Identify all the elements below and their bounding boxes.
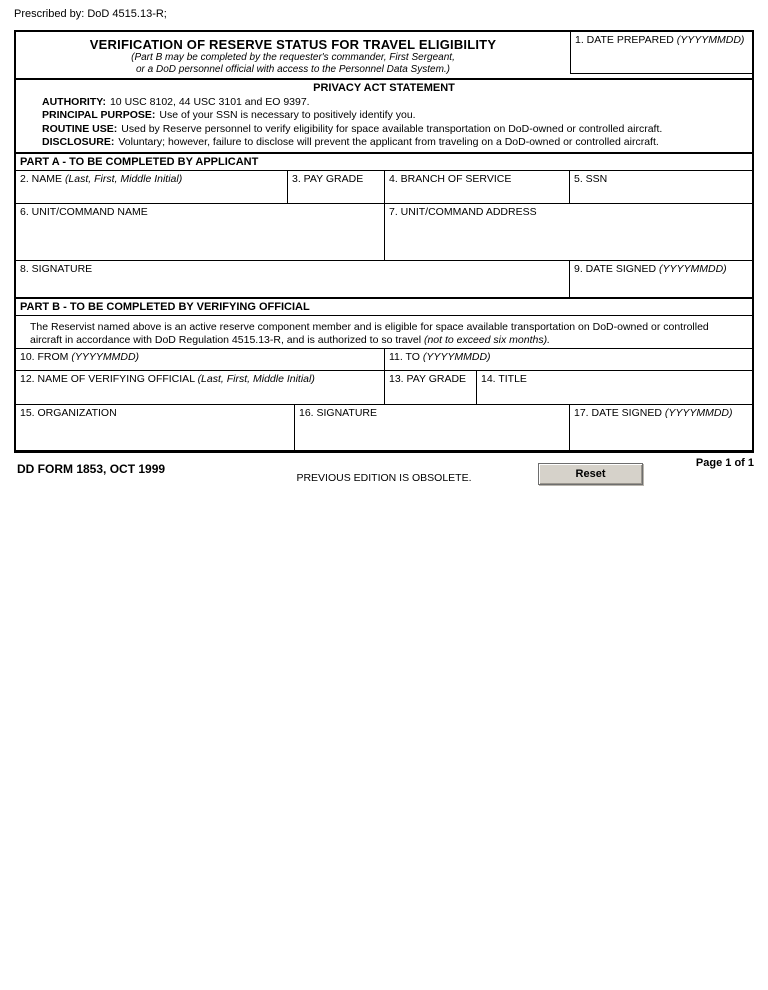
privacy-disclosure-line (42, 136, 752, 149)
privacy-routine-use-line (42, 123, 752, 136)
field-10-from-hint: (YYYYMMDD) (71, 351, 140, 363)
field-13-pay-grade[interactable] (385, 371, 477, 404)
field-7-unit-command-address-label: 7. UNIT/COMMAND ADDRESS (389, 206, 537, 218)
privacy-act-section (16, 80, 752, 154)
part-b-row-1 (16, 349, 752, 371)
field-3-pay-grade[interactable] (288, 171, 385, 203)
field-3-pay-grade-label: 3. PAY GRADE (292, 173, 364, 185)
field-17-date-signed-label: 17. DATE SIGNED (574, 407, 662, 419)
part-a-header: PART A - TO BE COMPLETED BY APPLICANT (16, 154, 752, 171)
date-prepared-field[interactable] (570, 32, 752, 74)
field-12-verifying-official-label: 12. NAME OF VERIFYING OFFICIAL (20, 373, 195, 385)
privacy-act-title: PRIVACY ACT STATEMENT (313, 82, 455, 94)
privacy-act-items (16, 95, 752, 150)
field-5-ssn-label: 5. SSN (574, 173, 608, 185)
field-2-name-hint: (Last, First, Middle Initial) (64, 173, 183, 185)
field-6-unit-command-name-label: 6. UNIT/COMMAND NAME (20, 206, 148, 218)
privacy-disclosure-label: DISCLOSURE: (42, 136, 115, 149)
field-16-signature[interactable] (295, 405, 570, 450)
privacy-principal-purpose-text: Use of your SSN is necessary to positively identify you. (159, 109, 416, 122)
page-indicator: Page 1 of 1 (695, 457, 754, 469)
privacy-authority-text: 10 USC 8102, 44 USC 3101 and EO 9397. (109, 96, 310, 108)
form-subtitle-line1: (Part B may be completed by the requester's commander, First Sergeant, (131, 52, 455, 63)
part-a-row-1 (16, 171, 752, 204)
field-17-date-signed[interactable] (570, 405, 752, 450)
field-15-organization[interactable] (16, 405, 295, 450)
field-14-title[interactable] (477, 371, 752, 404)
field-13-pay-grade-label: 13. PAY GRADE (389, 373, 467, 385)
form-title-block (16, 32, 570, 78)
form-header-row (16, 32, 752, 80)
reset-button[interactable]: Reset (538, 463, 643, 485)
field-7-unit-command-address[interactable] (385, 204, 752, 260)
form-number: DD FORM 1853, OCT 1999 (17, 462, 166, 476)
date-prepared-label: 1. DATE PREPARED (575, 34, 674, 46)
field-11-to-label: 11. TO (389, 351, 420, 363)
field-12-verifying-official-name[interactable] (16, 371, 385, 404)
field-6-unit-command-name[interactable] (16, 204, 385, 260)
field-17-date-signed-hint: (YYYYMMDD) (664, 407, 733, 419)
edition-note: PREVIOUS EDITION IS OBSOLETE. (296, 472, 472, 484)
privacy-routine-use-label: ROUTINE USE: (42, 122, 118, 135)
field-2-name[interactable] (16, 171, 288, 203)
field-9-date-signed-hint: (YYYYMMDD) (659, 263, 727, 275)
field-15-organization-label: 15. ORGANIZATION (20, 407, 117, 419)
field-8-signature[interactable] (16, 261, 570, 297)
field-16-signature-label: 16. SIGNATURE (299, 407, 377, 419)
form-subtitle-line2: or a DoD personnel official with access to the Personnel Data System.) (135, 64, 451, 75)
field-9-date-signed-label: 9. DATE SIGNED (574, 263, 657, 275)
dd-form-1853 (14, 30, 754, 453)
prescribed-by-text: Prescribed by: DoD 4515.13-R; (14, 8, 167, 20)
part-b-row-3 (16, 405, 752, 450)
form-title: VERIFICATION OF RESERVE STATUS FOR TRAVEL ELIGIBILITY (89, 37, 497, 52)
part-b-statement (16, 316, 752, 349)
field-9-date-signed[interactable] (570, 261, 752, 297)
field-4-branch-of-service[interactable] (385, 171, 570, 203)
privacy-authority-line (42, 96, 752, 109)
field-10-from-label: 10. FROM (20, 351, 69, 363)
field-14-title-label: 14. TITLE (481, 373, 527, 385)
field-4-branch-of-service-label: 4. BRANCH OF SERVICE (389, 173, 512, 185)
privacy-principal-purpose-label: PRINCIPAL PURPOSE: (42, 109, 156, 122)
field-5-ssn[interactable] (570, 171, 752, 203)
part-b-row-2 (16, 371, 752, 405)
privacy-authority-label: AUTHORITY: (42, 96, 106, 108)
field-11-to-hint: (YYYYMMDD) (422, 351, 491, 363)
privacy-principal-purpose-line (42, 109, 752, 122)
field-11-to[interactable] (385, 349, 752, 370)
part-b-statement-text: The Reservist named above is an active reserve component member and is eligible for space available transportation on DoD-owned or controlled aircraft in accordance with DoD Regulation 4515.13-R, and is authorized to so travel (30, 321, 709, 346)
field-10-from[interactable] (16, 349, 385, 370)
field-8-signature-label: 8. SIGNATURE (20, 263, 93, 275)
field-12-verifying-official-hint: (Last, First, Middle Initial) (197, 373, 315, 385)
part-a-row-2 (16, 204, 752, 261)
privacy-disclosure-text: Voluntary; however, failure to disclose will prevent the applicant from traveling on a DoD-owned or controlled aircraft. (118, 136, 659, 149)
field-2-name-label: 2. NAME (20, 173, 63, 185)
date-prepared-hint: (YYYYMMDD) (676, 34, 745, 46)
part-b-statement-italic: (not to exceed six months). (423, 334, 551, 346)
part-a-row-3 (16, 261, 752, 299)
part-b-header: PART B - TO BE COMPLETED BY VERIFYING OFFICIAL (16, 299, 752, 316)
privacy-routine-use-text: Used by Reserve personnel to verify eligibility for space available transportation on DoD-owned or controlled aircraft. (121, 122, 663, 135)
